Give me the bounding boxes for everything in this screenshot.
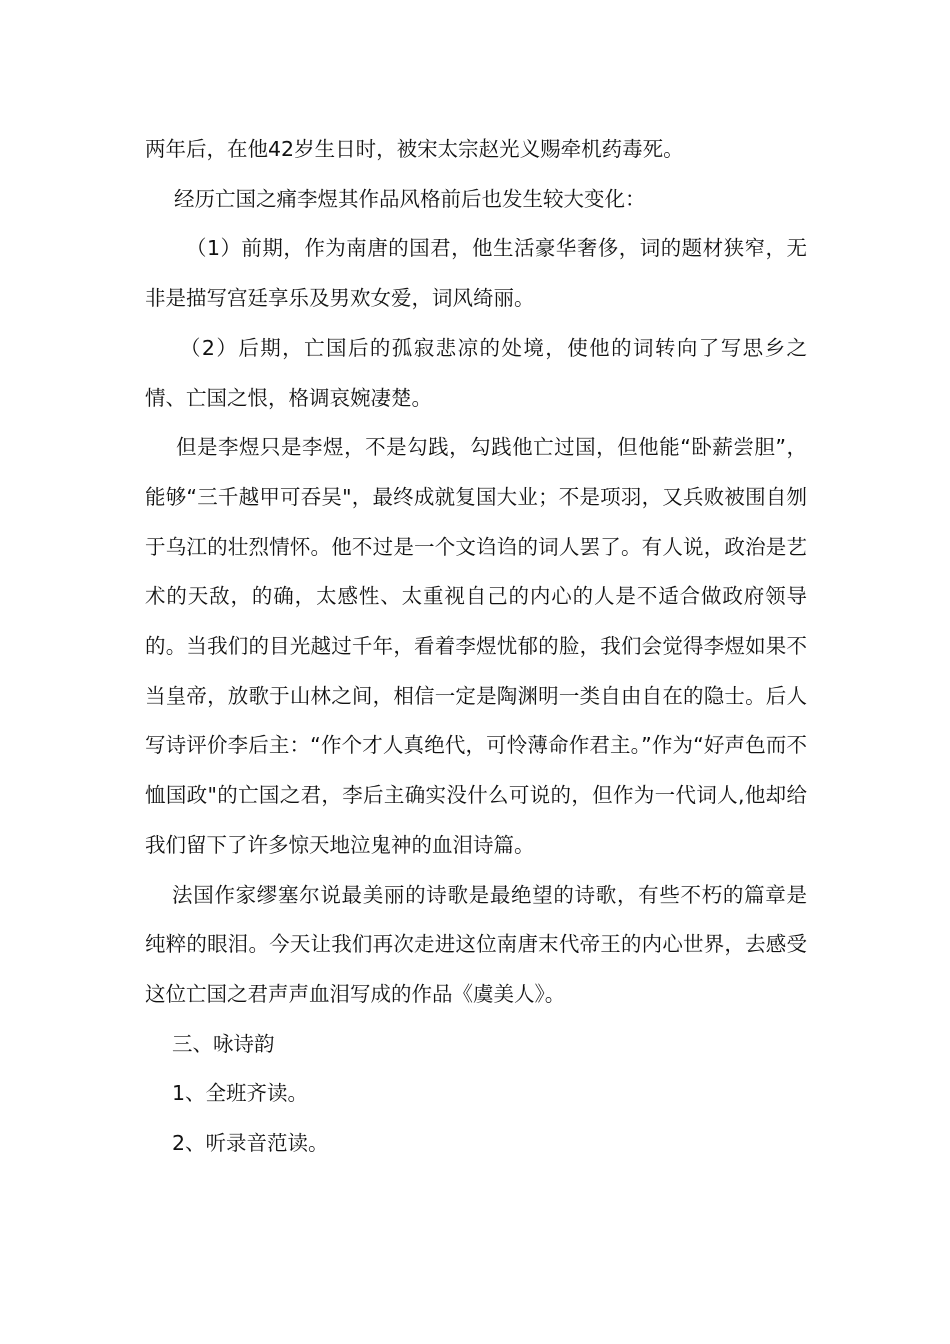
paragraph-commentary: 但是李煜只是李煜，不是勾践，勾践他亡过国，但他能“卧薪尝胆”，能够“三千越甲可吞吴"，最终成就复国大业；不是项羽，又兵败被围自刎于乌江的壮烈情怀。他不过是一个文诌诌的词人罢了。有人说，政治是艺术的天敌，的确，太感性、太重视自己的内心的人是不适合做政府领导的。当我们的目光越过千年，看着李煜忧郁的脸，我们会觉得李煜如果不当皇帝，放歌于山林之间，相信一定是陶渊明一类自由自在的隐士。后人写诗评价李后主：“作个才人真绝代，可怜薄命作君主。”作为“好声色而不恤国政"的亡国之君，李后主确实没什么可说的，但作为一代词人,他却给我们留下了许多惊天地泣鬼神的血泪诗篇。 <box>145 435 807 857</box>
paragraph-early-period: （1）前期，作为南唐的国君，他生活豪华奢侈，词的题材狭窄，无非是描写宫廷享乐及男欢女爱，词风绮丽。 <box>145 236 807 311</box>
list-item: 2、听录音范读。 <box>172 1131 329 1156</box>
section-heading: 三、咏诗韵 <box>172 1031 275 1056</box>
document-body <box>145 125 807 1169</box>
paragraph-death: 两年后，在他42岁生日时，被宋太宗赵光义赐牵机药毒死。 <box>145 137 684 161</box>
paragraph-introduction: 法国作家缪塞尔说最美丽的诗歌是最绝望的诗歌，有些不朽的篇章是纯粹的眼泪。今天让我们再次走进这位南唐末代帝王的内心世界，去感受这位亡国之君声声血泪写成的作品《虞美人》。 <box>145 882 807 1006</box>
list-item: 1、全班齐读。 <box>172 1081 309 1106</box>
paragraph-style-change: 经历亡国之痛李煜其作品风格前后也发生较大变化： <box>174 186 646 211</box>
paragraph-late-period: （2）后期，亡国后的孤寂悲凉的处境，使他的词转向了写思乡之情、亡国之恨，格调哀婉凄楚。 <box>145 335 807 410</box>
